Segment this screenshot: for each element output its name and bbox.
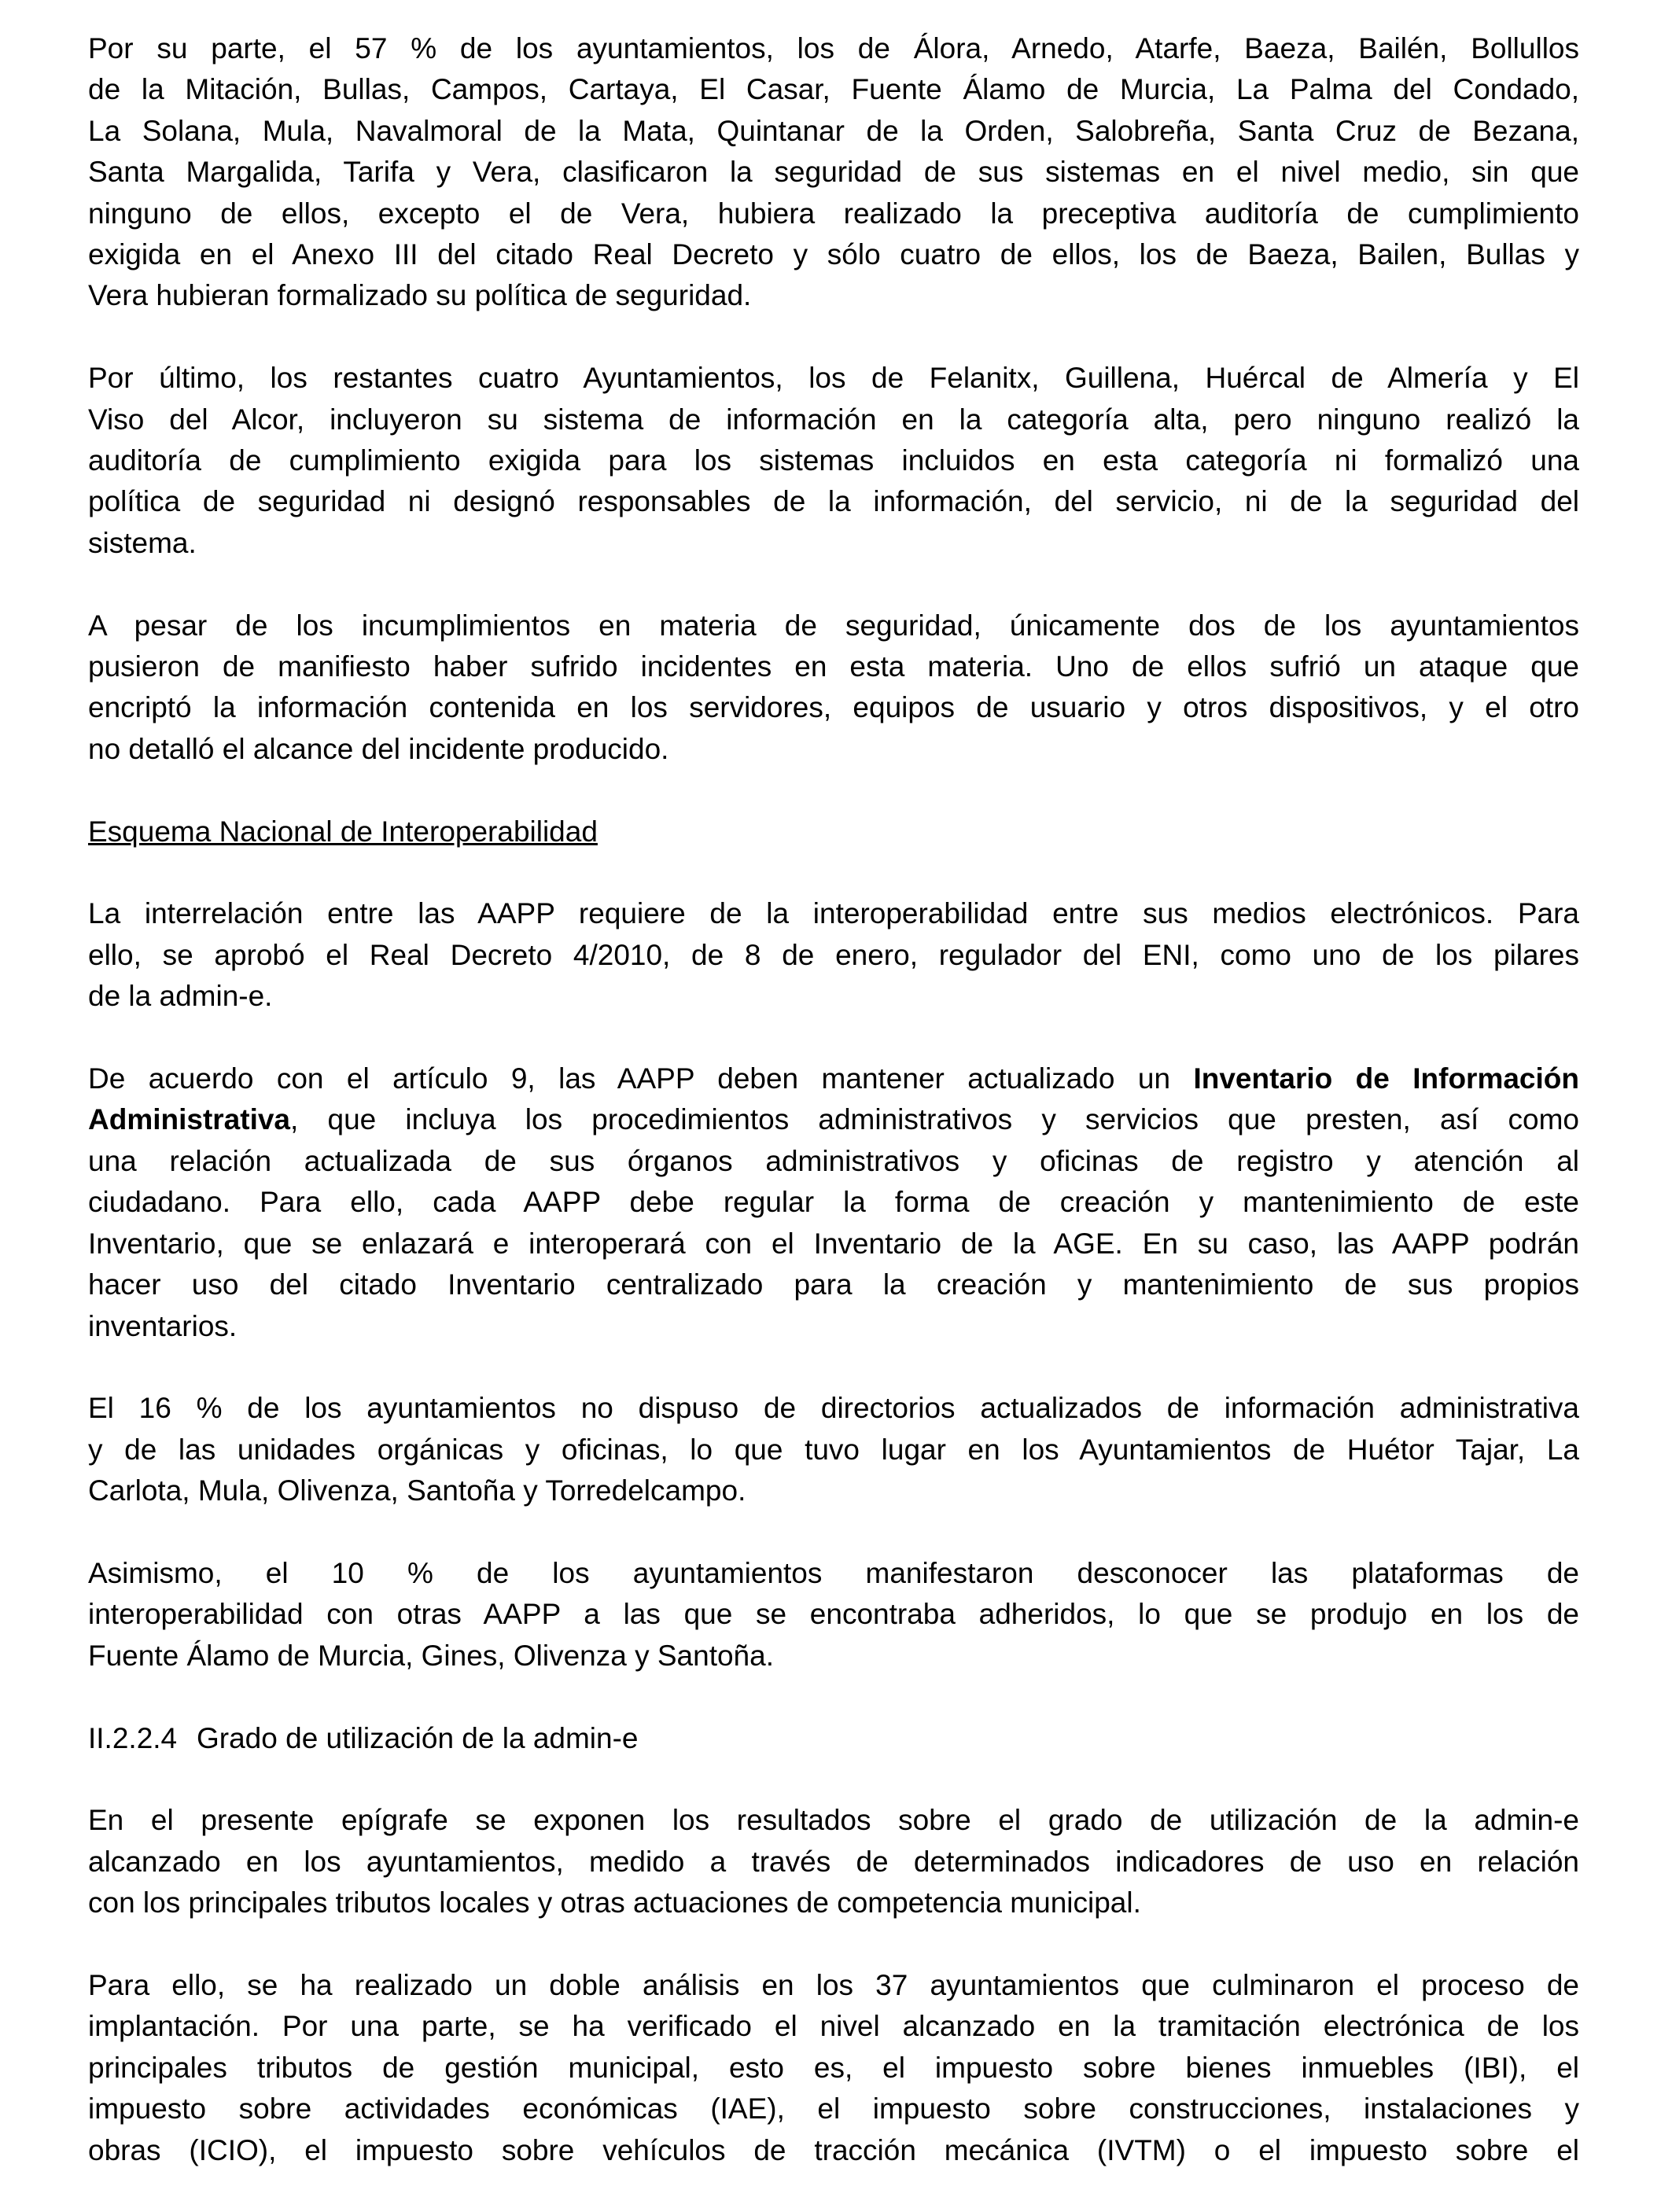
paragraph xyxy=(88,1388,1579,1511)
paragraph xyxy=(88,1058,1579,1347)
text-segment: De acuerdo con el artículo 9, las AAPP deben mantener actualizado un xyxy=(88,1062,1194,1095)
text-line: Para ello, se ha realizado un doble análisis en los 37 ayuntamientos que culminaron el proceso de xyxy=(88,1968,1579,2001)
text-line: inventarios. xyxy=(88,1309,238,1342)
paragraph xyxy=(88,605,1579,771)
bold-term: Inventario de Información xyxy=(1193,1062,1579,1095)
text-line: encriptó la información contenida en los servidores, equipos de usuario y otros dispositivos, y el otro xyxy=(88,691,1579,724)
text-line: Por último, los restantes cuatro Ayuntamientos, los de Felanitx, Guillena, Huércal de Almería y El xyxy=(88,362,1579,395)
text-line: Viso del Alcor, incluyeron su sistema de información en la categoría alta, pero ninguno realizó la xyxy=(88,403,1579,436)
paragraph xyxy=(88,1965,1579,2171)
text-line: Por su parte, el 57 % de los ayuntamientos, los de Álora, Arnedo, Atarfe, Baeza, Bailén, Bollullos xyxy=(88,32,1579,64)
text-line: auditoría de cumplimiento exigida para los sistemas incluidos en esta categoría ni formalizó una xyxy=(88,444,1579,477)
paragraph xyxy=(88,1553,1579,1676)
text-line: ello, se aprobó el Real Decreto 4/2010, de 8 de enero, regulador del ENI, como uno de los pilares xyxy=(88,938,1579,971)
text-line: interoperabilidad con otras AAPP a las que se encontraba adheridos, lo que se produjo en los de xyxy=(88,1598,1579,1631)
text-line: política de seguridad ni designó responsables de la información, del servicio, ni de la seguridad del xyxy=(88,485,1579,518)
text-line: ninguno de ellos, excepto el de Vera, hubiera realizado la preceptiva auditoría de cumplimiento xyxy=(88,197,1579,230)
text-line: de la admin-e. xyxy=(88,980,273,1013)
text-line: Asimismo, el 10 % de los ayuntamientos manifestaron desconocer las plataformas de xyxy=(88,1556,1579,1589)
text-line: hacer uso del citado Inventario centralizado para la creación y mantenimiento de sus propios xyxy=(88,1268,1579,1301)
document-page xyxy=(88,28,1579,2212)
text-line: Vera hubieran formalizado su política de seguridad. xyxy=(88,279,752,312)
paragraph xyxy=(88,28,1579,317)
text-line: con los principales tributos locales y otras actuaciones de competencia municipal. xyxy=(88,1886,1141,1919)
text-line: implantación. Por una parte, se ha verificado el nivel alcanzado en la tramitación electrónica de los xyxy=(88,2010,1579,2043)
text-line: sistema. xyxy=(88,526,197,559)
heading-text: Grado de utilización de la admin-e xyxy=(197,1721,639,1754)
text-line: y de las unidades orgánicas y oficinas, lo que tuvo lugar en los Ayuntamientos de Huétor Tajar, La xyxy=(88,1433,1579,1466)
heading-number: II.2.2.4 xyxy=(88,1721,178,1754)
paragraph xyxy=(88,1800,1579,1923)
paragraph xyxy=(88,358,1579,564)
text-line xyxy=(88,1099,1579,1140)
text-line: pusieron de manifiesto haber sufrido incidentes en esta materia. Uno de ellos sufrió un ataque que xyxy=(88,650,1579,683)
numbered-heading xyxy=(88,1718,1579,1759)
text-line: Inventario, que se enlazará e interoperará con el Inventario de la AGE. En su caso, las AAPP podrán xyxy=(88,1227,1579,1260)
text-line: Fuente Álamo de Murcia, Gines, Olivenza y Santoña. xyxy=(88,1639,774,1672)
text-line: ciudadano. Para ello, cada AAPP debe regular la forma de creación y mantenimiento de este xyxy=(88,1186,1579,1219)
bold-term: Administrativa xyxy=(88,1103,291,1136)
text-line xyxy=(88,1058,1579,1099)
text-line: exigida en el Anexo III del citado Real Decreto y sólo cuatro de ellos, los de Baeza, Bailen, Bullas y xyxy=(88,238,1579,271)
section-heading: Esquema Nacional de Interoperabilidad xyxy=(88,815,598,848)
text-line: A pesar de los incumplimientos en materia de seguridad, únicamente dos de los ayuntamientos xyxy=(88,609,1579,642)
text-segment: , que incluya los procedimientos administrativos y servicios que presten, así como xyxy=(290,1103,1579,1136)
text-line: una relación actualizada de sus órganos administrativos y oficinas de registro y atención al xyxy=(88,1144,1579,1177)
text-line: Carlota, Mula, Olivenza, Santoña y Torredelcampo. xyxy=(88,1474,746,1507)
text-line: no detalló el alcance del incidente producido. xyxy=(88,732,669,765)
text-line: impuesto sobre actividades económicas (IAE), el impuesto sobre construcciones, instalaciones y xyxy=(88,2092,1579,2126)
text-line: Santa Margalida, Tarifa y Vera, clasificaron la seguridad de sus sistemas en el nivel medio, sin que xyxy=(88,156,1579,189)
text-line: El 16 % de los ayuntamientos no dispuso de directorios actualizados de información administrativa xyxy=(88,1392,1579,1425)
text-line: obras (ICIO), el impuesto sobre vehículos de tracción mecánica (IVTM) o el impuesto sobre el xyxy=(88,2133,1579,2166)
paragraph xyxy=(88,893,1579,1017)
text-line: principales tributos de gestión municipal, esto es, el impuesto sobre bienes inmuebles (IBI), el xyxy=(88,2051,1579,2084)
text-line: alcanzado en los ayuntamientos, medido a través de determinados indicadores de uso en relación xyxy=(88,1845,1579,1878)
text-line: La Solana, Mula, Navalmoral de la Mata, Quintanar de la Orden, Salobreña, Santa Cruz de Bezana, xyxy=(88,114,1579,147)
text-line: En el presente epígrafe se exponen los resultados sobre el grado de utilización de la admin-e xyxy=(88,1804,1579,1837)
text-line: de la Mitación, Bullas, Campos, Cartaya, El Casar, Fuente Álamo de Murcia, La Palma del Condado, xyxy=(88,73,1579,106)
text-line: La interrelación entre las AAPP requiere de la interoperabilidad entre sus medios electrónicos. Para xyxy=(88,897,1579,930)
